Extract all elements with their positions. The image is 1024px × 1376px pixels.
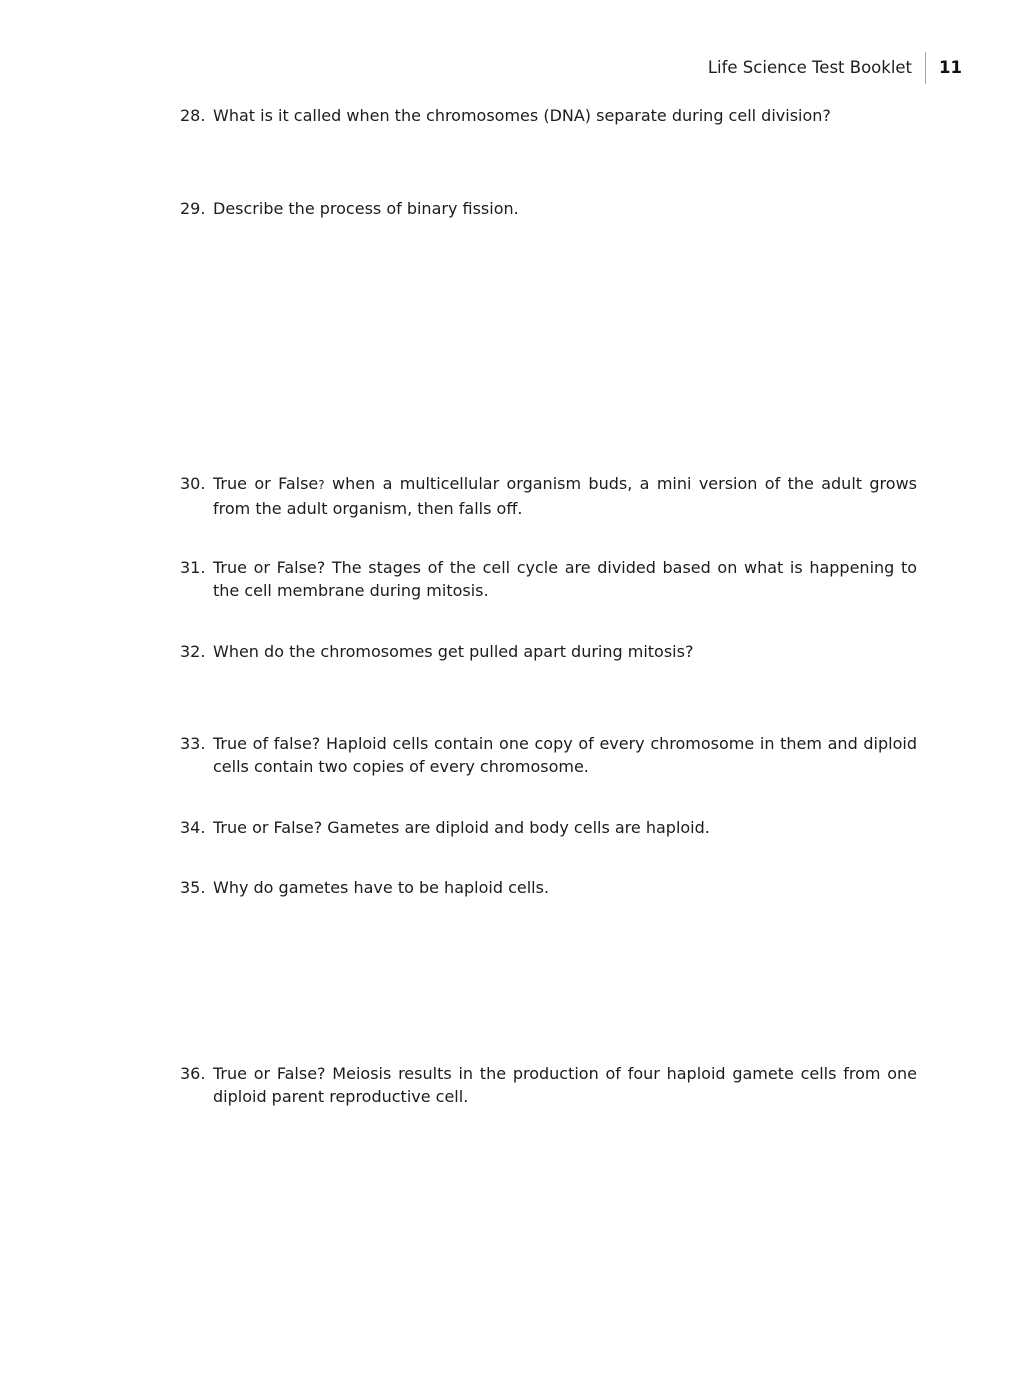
question-number: 28. (180, 106, 206, 125)
question-number: 35. (180, 878, 206, 897)
question-number: 36. (180, 1064, 206, 1083)
question-text: True or False? The stages of the cell cycle are divided based on what is happening to the cell membrane during mitosis. (213, 558, 917, 600)
question-30 (180, 472, 917, 520)
question-34 (180, 816, 917, 839)
question-text: True or False? Meiosis results in the production of four haploid gamete cells from one diploid parent reproductive cell. (213, 1064, 917, 1106)
page-number: 11 (939, 58, 962, 77)
booklet-title: Life Science Test Booklet (707, 58, 913, 77)
question-31 (180, 556, 917, 602)
question-number: 29. (180, 199, 206, 218)
question-text: True or False? Gametes are diploid and body cells are haploid. (213, 818, 710, 837)
question-text: Why do gametes have to be haploid cells. (213, 878, 550, 897)
question-text-rest: when a multicellular organism buds, a mini version of the adult grows from the adult organism, then falls off. (213, 474, 917, 518)
question-text: When do the chromosomes get pulled apart during mitosis? (213, 642, 694, 661)
question-35 (180, 876, 917, 899)
header-divider (925, 52, 926, 84)
question-text: Describe the process of binary fission. (213, 199, 519, 218)
question-33 (180, 732, 917, 778)
question-number: 31. (180, 558, 206, 577)
question-32 (180, 640, 917, 663)
question-28 (180, 104, 917, 127)
question-text (213, 472, 917, 520)
question-number: 30. (180, 474, 206, 493)
question-number: 32. (180, 642, 206, 661)
question-text-prefix: True or False (213, 474, 319, 493)
question-number: 33. (180, 734, 206, 753)
question-text: What is it called when the chromosomes (DNA) separate during cell division? (213, 106, 831, 125)
small-question-mark: ? (318, 478, 325, 492)
question-number: 34. (180, 818, 206, 837)
question-36 (180, 1062, 917, 1108)
question-text: True of false? Haploid cells contain one copy of every chromosome in them and diploid cells contain two copies of every chromosome. (213, 734, 917, 776)
question-29 (180, 197, 917, 220)
page-header (708, 52, 962, 84)
